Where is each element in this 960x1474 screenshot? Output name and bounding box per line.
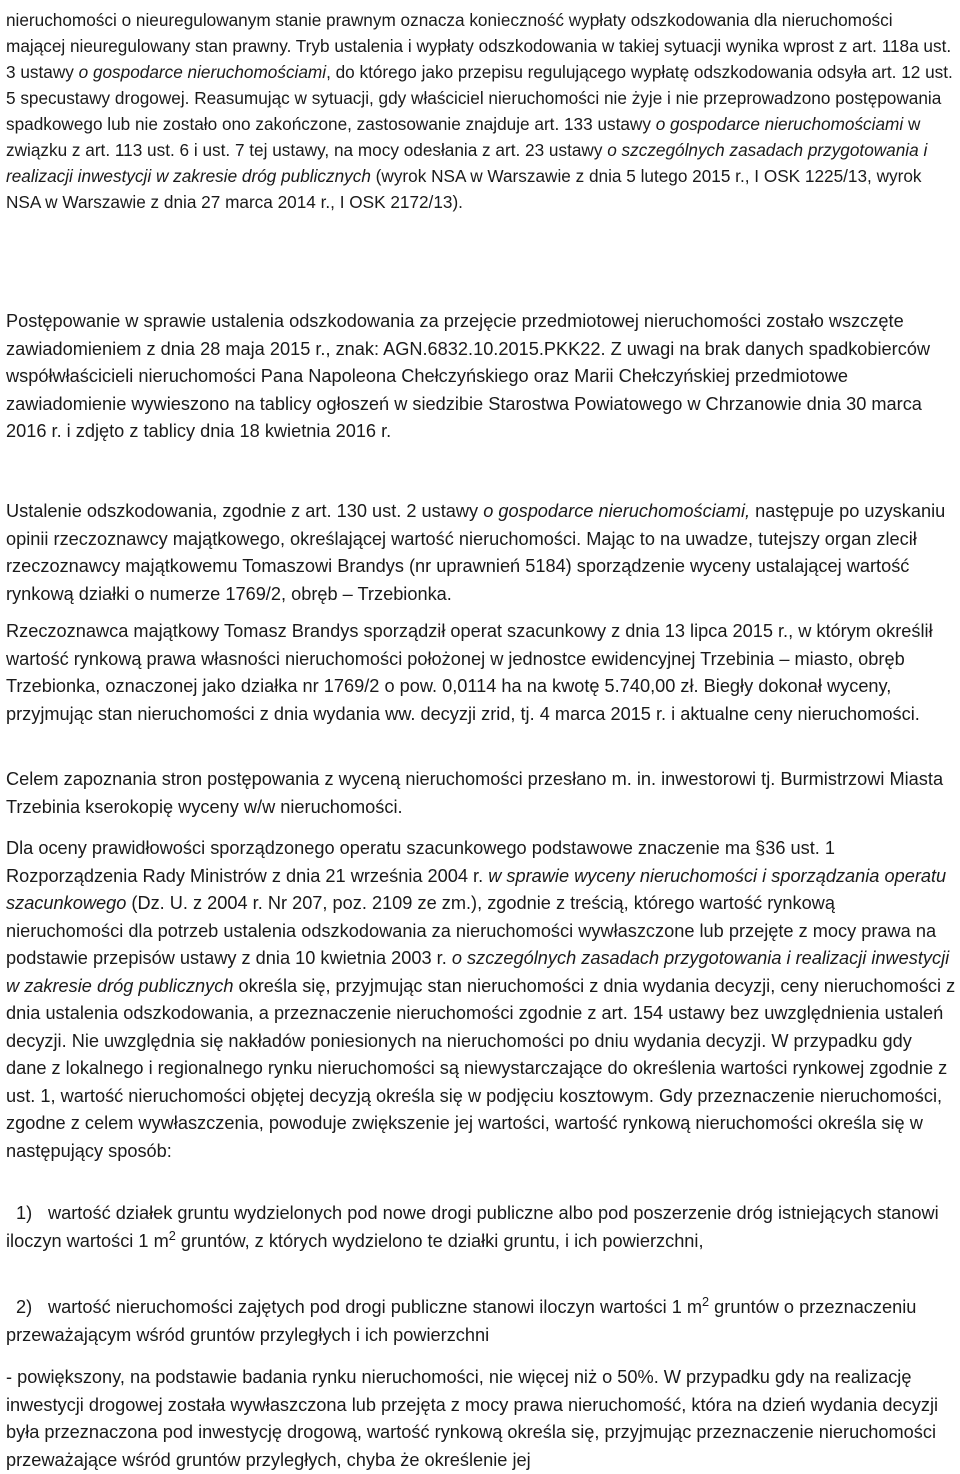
- text-run: (Dz. U. z 2004 r. Nr 207, poz. 2109 ze zm.), zgodnie z treścią, którego wartość rynkową nieruchomości dla potrzeb ustalenia odszkodowania za nieruchomości wywłaszczone lub przejęte z mocy prawa na podstawie przepisów ustawy z dnia 10 kwietnia 2003 r.: [6, 893, 937, 969]
- text-run: , do którego jako przepisu regulującego wypłatę odszkodowania odsyła art. 12 ust. 5 specustawy drogowej. Reasumując w sytuacji, gdy właściciel nieruchomości nie żyje i nie przeprowadzono postępowania spadkowego lub nie zostało ono zakończone, zastosowanie znajduje art. 133 ustawy: [6, 62, 953, 135]
- regulation-title-italic: w sprawie wyceny nieruchomości i sporządzania operatu szacunkowego: [6, 865, 947, 914]
- text-run: określa się, przyjmując stan nieruchomości z dnia wydania decyzji, ceny nieruchomości z dnia ustalenia odszkodowania, a przeznaczenie nieruchomości zgodnie z art. 154 ustawy bez uwzględnienia ustaleń decyzji. Nie uwzględnia się nakładów poniesionych na nieruchomości po dniu wydania decyzji. W przypadku gdy dane z lokalnego i regionalnego rynku nieruchomości są niewystarczające do określenia wartości rynkowej zgodnie z ust. 1, wartość nieruchomości objętej decyzją określa się w podjęciu kosztowym. Gdy przeznaczenie nieruchomości, zgodne z celem wywłaszczenia, powoduje zwiększenie jej wartości, wartość rynkową nieruchomości określa się w następujący sposób:: [6, 975, 956, 1161]
- text-run: Dla oceny prawidłowości sporządzonego operatu szacunkowego podstawowe znaczenie ma §36 ust. 1 Rozporządzenia Rady Ministrów z dnia 21 września 2004 r.: [6, 838, 836, 886]
- paragraph-appraisal: Rzeczoznawca majątkowy Tomasz Brandys sporządził operat szacunkowy z dnia 13 lipca 2015 r., w którym określił wartość rynkową prawa własności nieruchomości położonej w jednostce ewidencyjnej Trzebinia – miasto, obręb Trzebionka, oznaczonej jako działka nr 1769/2 o pow. 0,0114 ha na kwotę 5.740,00 zł. Biegły dokonał wyceny, przyjmując stan nieruchomości z dnia wydania ww. decyzji zrid, tj. 4 marca 2015 r. i aktualne ceny nieruchomości.: [6, 621, 933, 724]
- text-run: nieruchomości o nieuregulowanym stanie prawnym oznacza konieczność wypłaty odszkodowania dla nieruchomości mającej nieuregulowany stan prawny. Tryb ustalenia i wypłaty odszkodowania w takiej sytuacji wynika wprost z art. 118a ust. 3 ustawy: [6, 10, 952, 83]
- text-run: wartość nieruchomości zajętych pod drogi publiczne stanowi iloczyn wartości 1 m: [48, 1297, 703, 1318]
- list-item-1: [6, 1200, 956, 1255]
- law-title-italic: o szczególnych zasadach przygotowania i realizacji inwestycji w zakresie dróg publicznych: [6, 140, 928, 187]
- text-run: następuje po uzyskaniu opinii rzeczoznawcy majątkowego, określającej wartość nieruchomości. Mając to na uwadze, tutejszy organ zlecił rzeczoznawcy majątkowemu Tomaszowi Brandys (nr uprawnień 5184) sporządzenie wyceny ustalającej wartość rynkową działki o numerze 1769/2, obręb – Trzebionka.: [6, 501, 946, 604]
- superscript: 2: [168, 1227, 176, 1243]
- paragraph-notification: Celem zapoznania stron postępowania z wyceną nieruchomości przesłano m. in. inwestorowi tj. Burmistrzowi Miasta Trzebinia kserokopię wyceny w/w nieruchomości.: [6, 769, 944, 817]
- paragraph-assessment-rules: [6, 835, 956, 1165]
- text-run: gruntów, z których wydzielono te działki gruntu, i ich powierzchni,: [175, 1230, 704, 1251]
- text-run: w związku z art. 113 ust. 6 i ust. 7 tej ustawy, na mocy odesłania z art. 23 ustawy: [6, 114, 921, 161]
- text-run: wartość działek gruntu wydzielonych pod nowe drogi publiczne albo pod poszerzenie dróg istniejących stanowi iloczyn wartości 1 m: [6, 1203, 939, 1251]
- law-title-italic: o gospodarce nieruchomościami,: [483, 501, 751, 522]
- list-number: 1): [16, 1203, 33, 1224]
- paragraph-increase-rule: - powiększony, na podstawie badania rynku nieruchomości, nie więcej niż o 50%. W przypadku gdy na realizację inwestycji drogowej została wywłaszczona lub przejęta z mocy prawa nieruchomość, która na dzień wydania decyzji była przeznaczona pod inwestycję drogową, wartość rynkową określa się, przyjmując przeznaczenie nieruchomości przeważające wśród gruntów przyległych, chyba że określenie jej: [6, 1367, 939, 1470]
- law-title-italic: o szczególnych zasadach przygotowania i realizacji inwestycji w zakresie dróg publicznych: [6, 948, 950, 996]
- law-title-italic: o gospodarce nieruchomościami: [655, 114, 904, 135]
- paragraph-proceedings: Postępowanie w sprawie ustalenia odszkodowania za przejęcie przedmiotowej nieruchomości zostało wszczęte zawiadomieniem z dnia 28 maja 2015 r., znak: AGN.6832.10.2015.PKK22. Z uwagi na brak danych spadkobierców współwłaścicieli nieruchomości Pana Napoleona Chełczyńskiego oraz Marii Chełczyńskiej przedmiotowe zawiadomienie wywieszono na tablicy ogłoszeń w siedzibie Starostwa Powiatowego w Chrzanowie dnia 30 marca 2016 r. i zdjęto z tablicy dnia 18 kwietnia 2016 r.: [6, 311, 931, 442]
- text-run: Ustalenie odszkodowania, zgodnie z art. 130 ust. 2 ustawy: [6, 501, 484, 522]
- paragraph-legal-basis: [6, 7, 956, 215]
- law-title-italic: o gospodarce nieruchomościami: [78, 62, 327, 83]
- superscript: 2: [702, 1294, 710, 1310]
- list-number: 2): [16, 1297, 33, 1318]
- list-item-2: [6, 1294, 956, 1349]
- text-run: gruntów o przeznaczeniu przeważającym wśród gruntów przyległych i ich powierzchni: [6, 1297, 917, 1345]
- text-run: (wyrok NSA w Warszawie z dnia 5 lutego 2015 r., I OSK 1225/13, wyrok NSA w Warszawie z dnia 27 marca 2014 r., I OSK 2172/13).: [6, 166, 922, 213]
- paragraph-valuation-order: [6, 498, 956, 608]
